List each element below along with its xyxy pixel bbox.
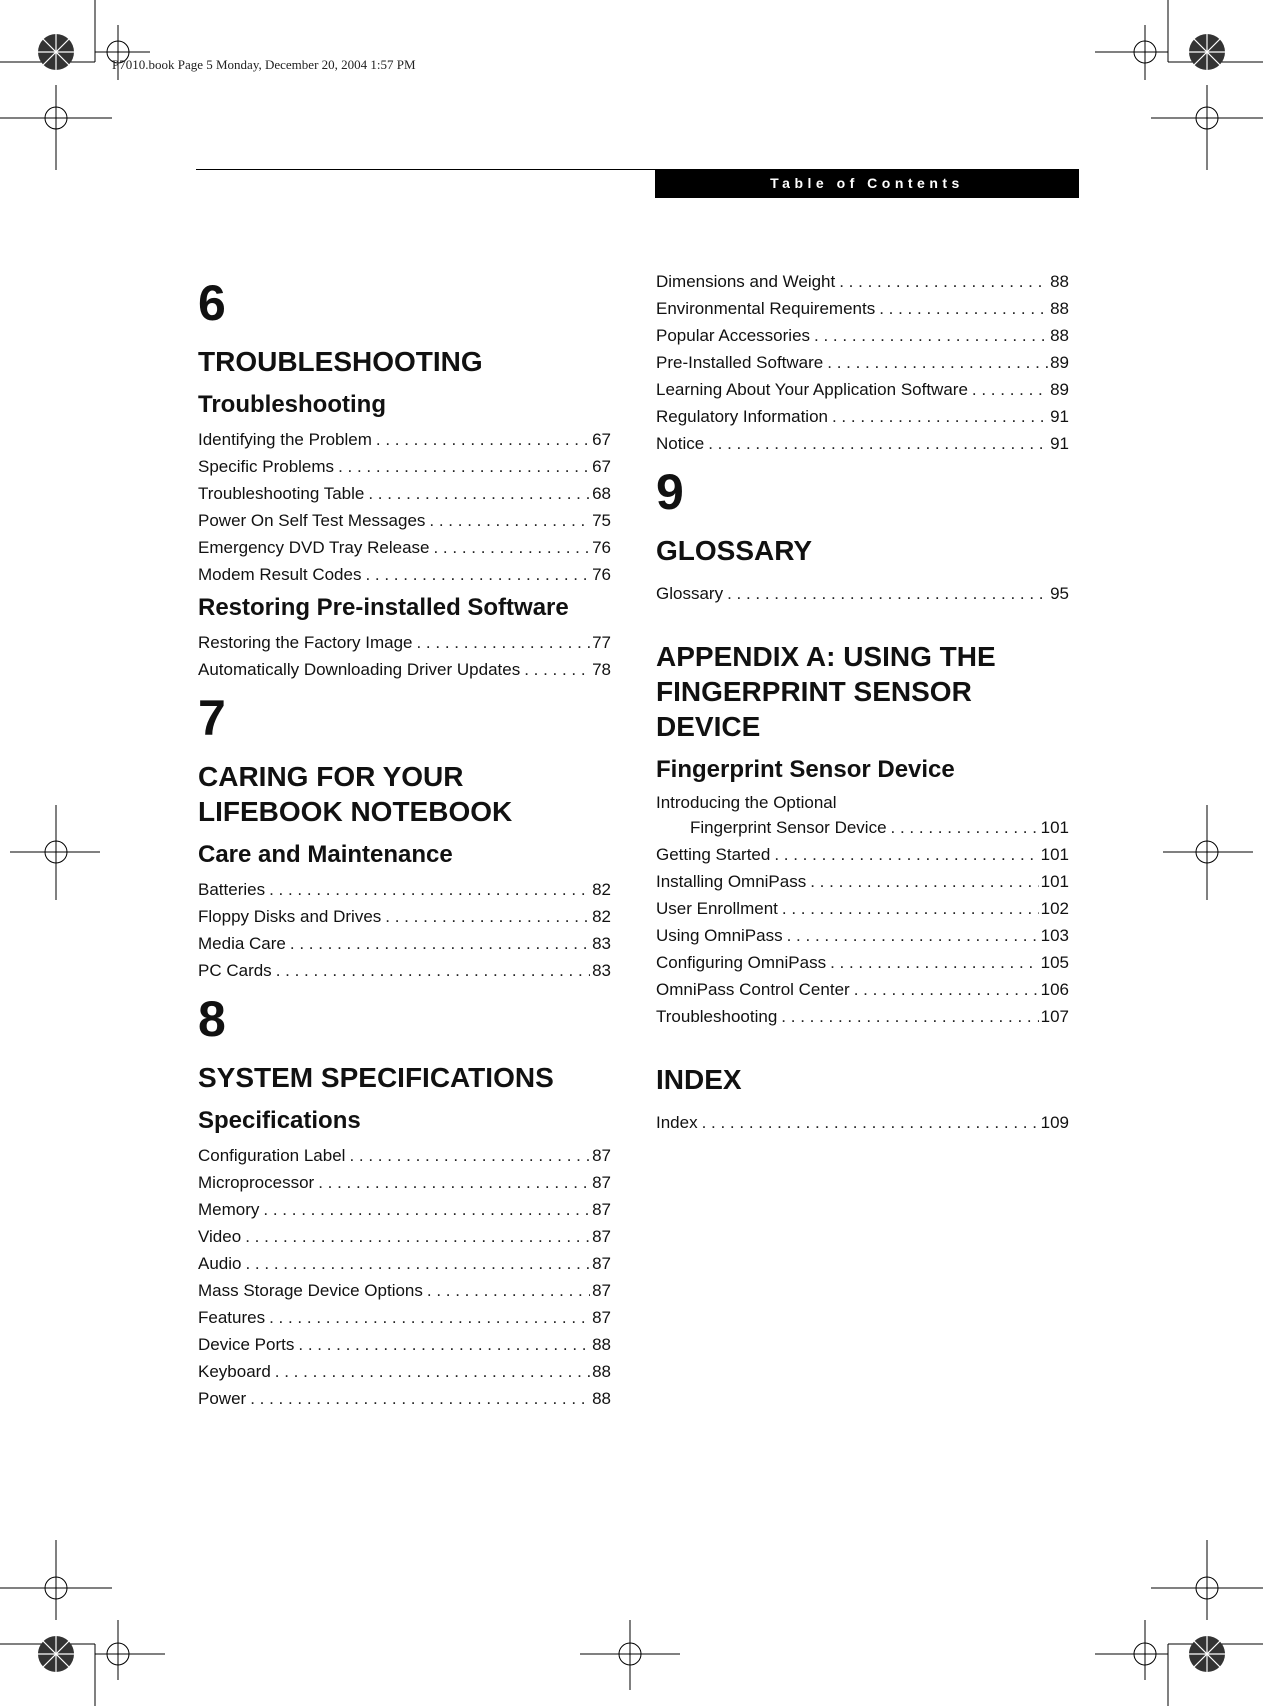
dot-leader bbox=[781, 1003, 1038, 1030]
dot-leader bbox=[972, 376, 1048, 403]
toc-entry[interactable] bbox=[198, 629, 611, 656]
toc-entry[interactable] bbox=[198, 876, 611, 903]
toc-entry[interactable] bbox=[656, 322, 1069, 349]
toc-entry-page: 101 bbox=[1040, 845, 1069, 864]
toc-entry-page: 89 bbox=[1050, 380, 1069, 399]
entry-list bbox=[198, 426, 611, 588]
dot-leader bbox=[385, 903, 590, 930]
toc-entry[interactable] bbox=[198, 1304, 611, 1331]
toc-entry-page: 88 bbox=[592, 1389, 611, 1408]
toc-entry-text: Keyboard bbox=[198, 1362, 271, 1381]
toc-entry[interactable] bbox=[656, 1003, 1069, 1030]
toc-entry-text: Restoring the Factory Image bbox=[198, 633, 413, 652]
running-header: Table of Contents bbox=[655, 169, 1079, 198]
toc-entry[interactable] bbox=[198, 1277, 611, 1304]
toc-entry-page: 105 bbox=[1040, 953, 1069, 972]
toc-entry[interactable] bbox=[198, 453, 611, 480]
toc-entry[interactable] bbox=[198, 656, 611, 683]
toc-entry-page: 78 bbox=[592, 660, 611, 679]
toc-entry-text: Power bbox=[198, 1389, 247, 1408]
entry-list bbox=[198, 876, 611, 984]
toc-entry-text: Audio bbox=[198, 1254, 242, 1273]
section-title: Restoring Pre-installed Software bbox=[198, 594, 569, 621]
toc-entry-text: Device Ports bbox=[198, 1335, 295, 1354]
toc-entry-text: Emergency DVD Tray Release bbox=[198, 538, 430, 557]
appendix-title-line: FINGERPRINT SENSOR DEVICE bbox=[656, 676, 972, 742]
toc-entry-text: Installing OmniPass bbox=[656, 872, 807, 891]
chapter-number: 7 bbox=[198, 690, 226, 746]
appendix-title-line: APPENDIX A: USING THE bbox=[656, 641, 996, 672]
toc-entry-text: Video bbox=[198, 1227, 242, 1246]
toc-entry-text: Mass Storage Device Options bbox=[198, 1281, 423, 1300]
toc-entry-text: Environmental Requirements bbox=[656, 299, 876, 318]
toc-entry[interactable] bbox=[198, 480, 611, 507]
toc-entry-page: 76 bbox=[592, 565, 611, 584]
section-title: Troubleshooting bbox=[198, 391, 386, 418]
dot-leader bbox=[263, 1196, 590, 1223]
toc-entry-text: Modem Result Codes bbox=[198, 565, 362, 584]
toc-entry-text: PC Cards bbox=[198, 961, 272, 980]
toc-entry[interactable] bbox=[656, 580, 1069, 607]
toc-entry[interactable] bbox=[656, 976, 1069, 1003]
toc-entry[interactable] bbox=[656, 895, 1069, 922]
toc-entry-page: 87 bbox=[592, 1200, 611, 1219]
toc-entry[interactable] bbox=[198, 1385, 611, 1412]
toc-entry[interactable] bbox=[198, 1196, 611, 1223]
dot-leader bbox=[250, 1385, 590, 1412]
toc-entry-text: Troubleshooting Table bbox=[198, 484, 365, 503]
toc-entry-text: OmniPass Control Center bbox=[656, 980, 850, 999]
chapter-number: 8 bbox=[198, 991, 226, 1047]
dot-leader bbox=[290, 930, 590, 957]
dot-leader bbox=[416, 629, 590, 656]
toc-entry-text: Automatically Downloading Driver Updates bbox=[198, 660, 521, 679]
toc-entry[interactable] bbox=[198, 507, 611, 534]
dot-leader bbox=[891, 814, 1039, 841]
chapter-number: 9 bbox=[656, 464, 684, 520]
toc-entry[interactable] bbox=[656, 922, 1069, 949]
toc-entry-page: 68 bbox=[592, 484, 611, 503]
chapter-title: TROUBLESHOOTING bbox=[198, 346, 483, 377]
dot-leader bbox=[433, 534, 590, 561]
toc-entry-text: Getting Started bbox=[656, 845, 771, 864]
toc-entry[interactable] bbox=[656, 376, 1069, 403]
toc-entry[interactable] bbox=[198, 957, 611, 984]
dot-leader bbox=[245, 1250, 590, 1277]
toc-entry[interactable] bbox=[198, 1169, 611, 1196]
toc-entry-page: 67 bbox=[592, 430, 611, 449]
dot-leader bbox=[832, 403, 1048, 430]
dot-leader bbox=[276, 957, 590, 984]
header-rule bbox=[196, 169, 656, 170]
toc-entry-page: 88 bbox=[1050, 299, 1069, 318]
chapter-title: SYSTEM SPECIFICATIONS bbox=[198, 1062, 554, 1093]
dot-leader bbox=[245, 1223, 590, 1250]
toc-entry-text: Glossary bbox=[656, 584, 724, 603]
toc-entry-text: Batteries bbox=[198, 880, 266, 899]
toc-entry-text: Troubleshooting bbox=[656, 1007, 778, 1026]
toc-entry-page: 83 bbox=[592, 961, 611, 980]
toc-entry-text: Floppy Disks and Drives bbox=[198, 907, 382, 926]
chapter-title: GLOSSARY bbox=[656, 535, 813, 566]
appendix-title bbox=[656, 639, 1069, 744]
toc-entry-page: 107 bbox=[1040, 1007, 1069, 1026]
dot-leader bbox=[298, 1331, 590, 1358]
toc-entry-page: 91 bbox=[1050, 434, 1069, 453]
toc-entry-page: 88 bbox=[1050, 272, 1069, 291]
section-title: Care and Maintenance bbox=[198, 841, 453, 868]
toc-entry-text: Memory bbox=[198, 1200, 260, 1219]
dot-leader bbox=[275, 1358, 590, 1385]
dot-leader bbox=[269, 876, 590, 903]
chapter-title bbox=[198, 759, 611, 829]
dot-leader bbox=[774, 841, 1038, 868]
toc-entry-text: Identifying the Problem bbox=[198, 430, 372, 449]
toc-entry-text: User Enrollment bbox=[656, 899, 778, 918]
toc-entry-page: 77 bbox=[592, 633, 611, 652]
dot-leader bbox=[427, 1277, 590, 1304]
toc-entry[interactable] bbox=[656, 403, 1069, 430]
toc-entry[interactable] bbox=[656, 295, 1069, 322]
toc-entry-text: Microprocessor bbox=[198, 1173, 315, 1192]
toc-entry[interactable] bbox=[198, 534, 611, 561]
section-title: Specifications bbox=[198, 1107, 361, 1134]
toc-entry-page: 75 bbox=[592, 511, 611, 530]
toc-entry-page: 101 bbox=[1040, 872, 1069, 891]
toc-entry[interactable] bbox=[198, 561, 611, 588]
toc-entry-page: 76 bbox=[592, 538, 611, 557]
toc-entry-text: Notice bbox=[656, 434, 705, 453]
toc-entry[interactable] bbox=[656, 268, 1069, 295]
toc-entry[interactable] bbox=[198, 426, 611, 453]
entry-list bbox=[656, 580, 1069, 607]
dot-leader bbox=[879, 295, 1048, 322]
toc-entry-text: Configuring OmniPass bbox=[656, 953, 827, 972]
toc-entry-text: Popular Accessories bbox=[656, 326, 811, 345]
toc-entry[interactable] bbox=[198, 1250, 611, 1277]
toc-entry[interactable] bbox=[198, 903, 611, 930]
toc-entry-text: Learning About Your Application Software bbox=[656, 380, 968, 399]
toc-entry-page: 87 bbox=[592, 1281, 611, 1300]
toc-entry-text: Pre-Installed Software bbox=[656, 353, 824, 372]
toc-entry-text: Index bbox=[656, 1113, 698, 1132]
dot-leader bbox=[349, 1142, 590, 1169]
toc-entry-text: Features bbox=[198, 1308, 266, 1327]
dot-leader bbox=[708, 430, 1048, 457]
dot-leader bbox=[727, 580, 1048, 607]
toc-entry-page: 82 bbox=[592, 880, 611, 899]
toc-entry[interactable] bbox=[198, 1331, 611, 1358]
entry-list bbox=[656, 1109, 1069, 1136]
dot-leader bbox=[839, 268, 1048, 295]
toc-entry[interactable] bbox=[198, 1223, 611, 1250]
toc-entry-page: 67 bbox=[592, 457, 611, 476]
toc-entry-text: Media Care bbox=[198, 934, 286, 953]
dot-leader bbox=[365, 561, 590, 588]
chapter-number: 6 bbox=[198, 275, 226, 331]
dot-leader bbox=[854, 976, 1039, 1003]
chapter-title: INDEX bbox=[656, 1064, 742, 1095]
section-title: Fingerprint Sensor Device bbox=[656, 756, 955, 783]
toc-entry-page: 109 bbox=[1040, 1113, 1069, 1132]
toc-entry-text: Dimensions and Weight bbox=[656, 272, 836, 291]
toc-left-column bbox=[198, 268, 611, 1412]
toc-entry[interactable] bbox=[656, 349, 1069, 376]
toc-entry-page: 83 bbox=[592, 934, 611, 953]
toc-entry-text: Configuration Label bbox=[198, 1146, 346, 1165]
toc-entry[interactable] bbox=[198, 1358, 611, 1385]
entry-list bbox=[656, 268, 1069, 457]
dot-leader bbox=[827, 349, 1048, 376]
toc-entry[interactable] bbox=[656, 949, 1069, 976]
toc-entry-page: 89 bbox=[1050, 353, 1069, 372]
toc-entry-page: 88 bbox=[592, 1335, 611, 1354]
toc-entry-text: Specific Problems bbox=[198, 457, 335, 476]
toc-entry-page: 95 bbox=[1050, 584, 1069, 603]
entry-list bbox=[198, 629, 611, 683]
toc-entry-page: 82 bbox=[592, 907, 611, 926]
dot-leader bbox=[429, 507, 590, 534]
toc-entry-text: Using OmniPass bbox=[656, 926, 783, 945]
dot-leader bbox=[269, 1304, 590, 1331]
dot-leader bbox=[782, 895, 1039, 922]
dot-leader bbox=[702, 1109, 1039, 1136]
entry-list bbox=[198, 1142, 611, 1412]
toc-entry[interactable] bbox=[656, 868, 1069, 895]
dot-leader bbox=[318, 1169, 590, 1196]
toc-entry-page: 102 bbox=[1040, 899, 1069, 918]
toc-entry[interactable] bbox=[656, 1109, 1069, 1136]
dot-leader bbox=[787, 922, 1039, 949]
dot-leader bbox=[524, 656, 590, 683]
toc-entry[interactable] bbox=[656, 841, 1069, 868]
toc-entry-page: 106 bbox=[1040, 980, 1069, 999]
toc-right-column bbox=[656, 268, 1069, 1136]
toc-entry-page: 88 bbox=[1050, 326, 1069, 345]
toc-entry-text: Introducing the Optional bbox=[656, 793, 837, 812]
toc-entry[interactable] bbox=[198, 1142, 611, 1169]
toc-entry-page: 88 bbox=[592, 1362, 611, 1381]
toc-entry[interactable] bbox=[198, 930, 611, 957]
toc-entry-text: Regulatory Information bbox=[656, 407, 828, 426]
toc-entry-page: 87 bbox=[592, 1308, 611, 1327]
dot-leader bbox=[368, 480, 590, 507]
toc-entry-page: 87 bbox=[592, 1173, 611, 1192]
toc-entry-page: 91 bbox=[1050, 407, 1069, 426]
dot-leader bbox=[830, 949, 1039, 976]
toc-entry-page: 87 bbox=[592, 1254, 611, 1273]
toc-entry-page: 87 bbox=[592, 1227, 611, 1246]
print-slug: P7010.book Page 5 Monday, December 20, 2004 1:57 PM bbox=[112, 57, 416, 72]
toc-entry-text: Fingerprint Sensor Device bbox=[690, 818, 887, 837]
dot-leader bbox=[814, 322, 1048, 349]
toc-entry-text: Power On Self Test Messages bbox=[198, 511, 426, 530]
toc-entry[interactable] bbox=[656, 791, 1069, 841]
toc-entry[interactable] bbox=[656, 430, 1069, 457]
chapter-title-line: CARING FOR YOUR bbox=[198, 761, 464, 792]
toc-entry-page: 103 bbox=[1040, 926, 1069, 945]
toc-entry-page: 87 bbox=[592, 1146, 611, 1165]
chapter-title-line: LIFEBOOK NOTEBOOK bbox=[198, 796, 513, 827]
entry-list bbox=[656, 841, 1069, 1030]
dot-leader bbox=[338, 453, 590, 480]
dot-leader bbox=[810, 868, 1038, 895]
dot-leader bbox=[376, 426, 590, 453]
toc-entry-page: 101 bbox=[1040, 818, 1069, 837]
